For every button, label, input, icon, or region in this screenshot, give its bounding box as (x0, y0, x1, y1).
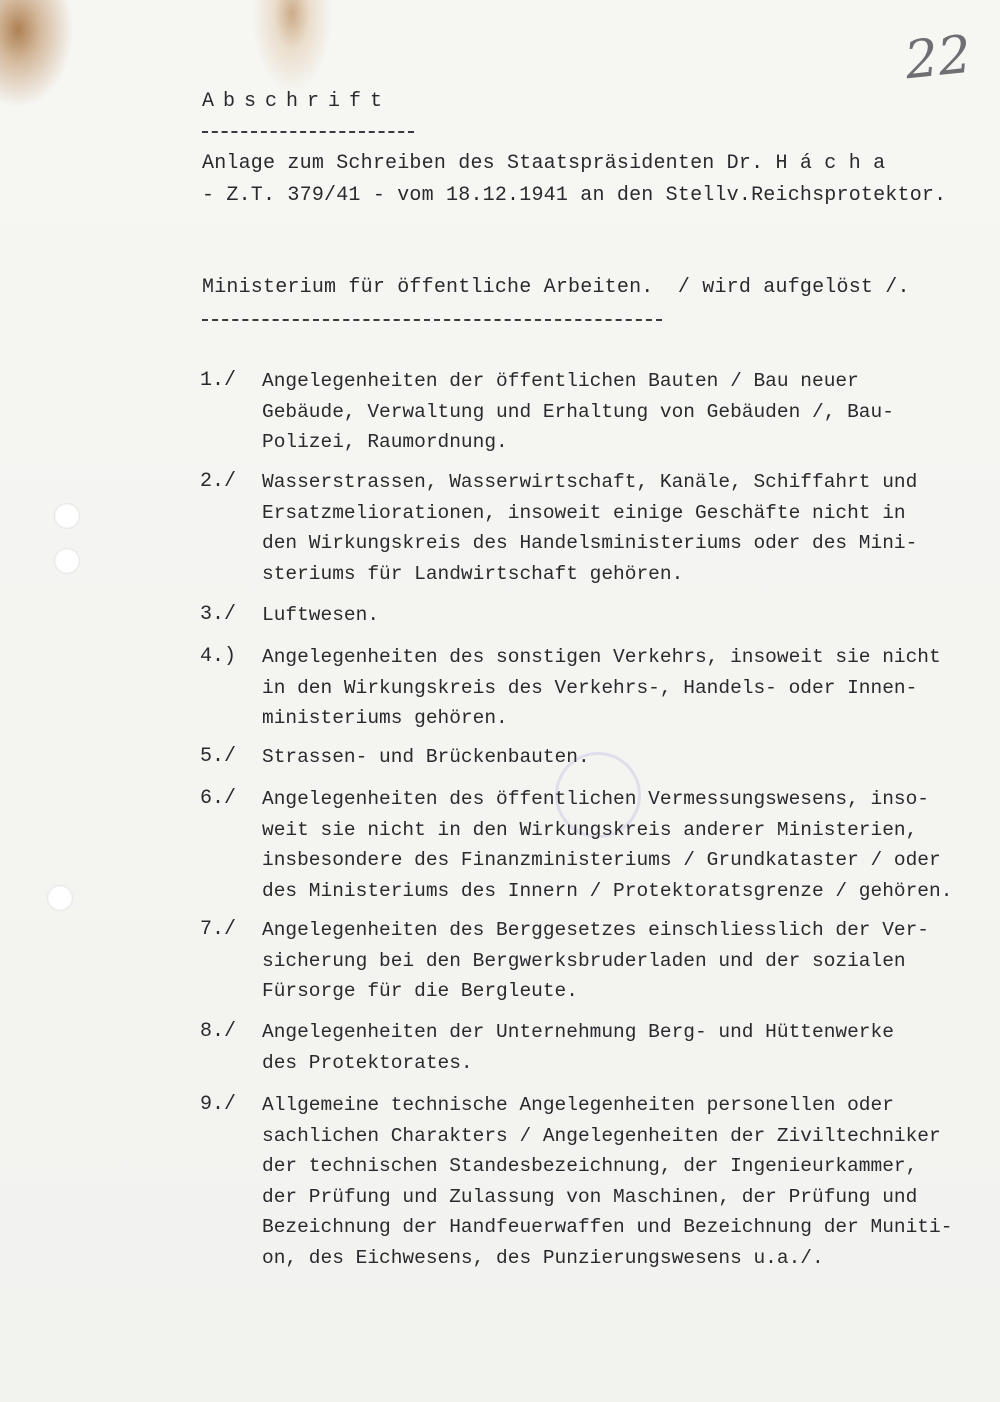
item-text: Angelegenheiten des sonstigen Verkehrs, insoweit sie nicht in den Wirkungskreis des Verkehrs-, Handels- oder Innen- ministeriums gehören. (262, 646, 941, 729)
item-number: 4.) (200, 645, 237, 668)
punch-hole (54, 548, 80, 574)
item-number: 9./ (200, 1093, 237, 1116)
item-text: Angelegenheiten der Unternehmung Berg- und Hüttenwerke des Protektorates. (262, 1021, 894, 1074)
item-text: Allgemeine technische Angelegenheiten personellen oder sachlichen Charakters / Angelegenheiten der Ziviltechniker der technischen Standesbezeichnung, der Ingenieurkammer, der Prüfung und Zulassung von Maschinen, der Prüfung und Bezeichnung der Handfeuerwaffen und Bezeichnung der Muniti- on, des Eichwesens, des Punzierungswesens u.a./. (262, 1094, 953, 1269)
item-text: Strassen- und Brückenbauten. (262, 746, 590, 768)
section-underline (202, 319, 662, 321)
handwritten-page-number: 22 (902, 24, 975, 92)
punch-hole (47, 885, 73, 911)
section-title: Ministerium für öffentliche Arbeiten. / wird aufgelöst /. (202, 276, 910, 299)
title-underline (202, 131, 414, 133)
item-number: 7./ (200, 918, 237, 941)
item-text: Wasserstrassen, Wasserwirtschaft, Kanäle, Schiffahrt und Ersatzmeliorationen, insoweit einige Geschäfte nicht in den Wirkungskreis des Handelsministeriums oder des Mini- steriums für Landwirtschaft gehören. (262, 471, 918, 585)
punch-hole (54, 503, 80, 529)
item-number: 5./ (200, 745, 237, 768)
item-number: 8./ (200, 1020, 237, 1043)
item-text: Angelegenheiten des Berggesetzes einschliesslich der Ver- sicherung bei den Bergwerksbruderladen und der sozialen Fürsorge für die Bergleute. (262, 919, 930, 1002)
item-text: Angelegenheiten der öffentlichen Bauten / Bau neuer Gebäude, Verwaltung und Erhaltung von Gebäuden /, Bau- Polizei, Raumordnung. (262, 370, 894, 453)
item-text: Luftwesen. (262, 604, 380, 626)
document-title: Abschrift (202, 90, 392, 113)
item-number: 1./ (200, 369, 237, 392)
item-text: Angelegenheiten des öffentlichen Vermessungswesens, inso- weit sie nicht in den Wirkungskreis anderer Ministerien, insbesondere des Finanzministeriums / Grundkataster / oder des Ministeriums des Innern / Protektoratsgrenze / gehören. (262, 788, 953, 902)
item-number: 3./ (200, 603, 237, 626)
heading-line-2: - Z.T. 379/41 - vom 18.12.1941 an den Stellv.Reichsprotektor. (202, 184, 947, 207)
item-number: 2./ (200, 470, 237, 493)
heading-line-1: Anlage zum Schreiben des Staatspräsidenten Dr. H á c h a (202, 152, 886, 175)
item-number: 6./ (200, 787, 237, 810)
